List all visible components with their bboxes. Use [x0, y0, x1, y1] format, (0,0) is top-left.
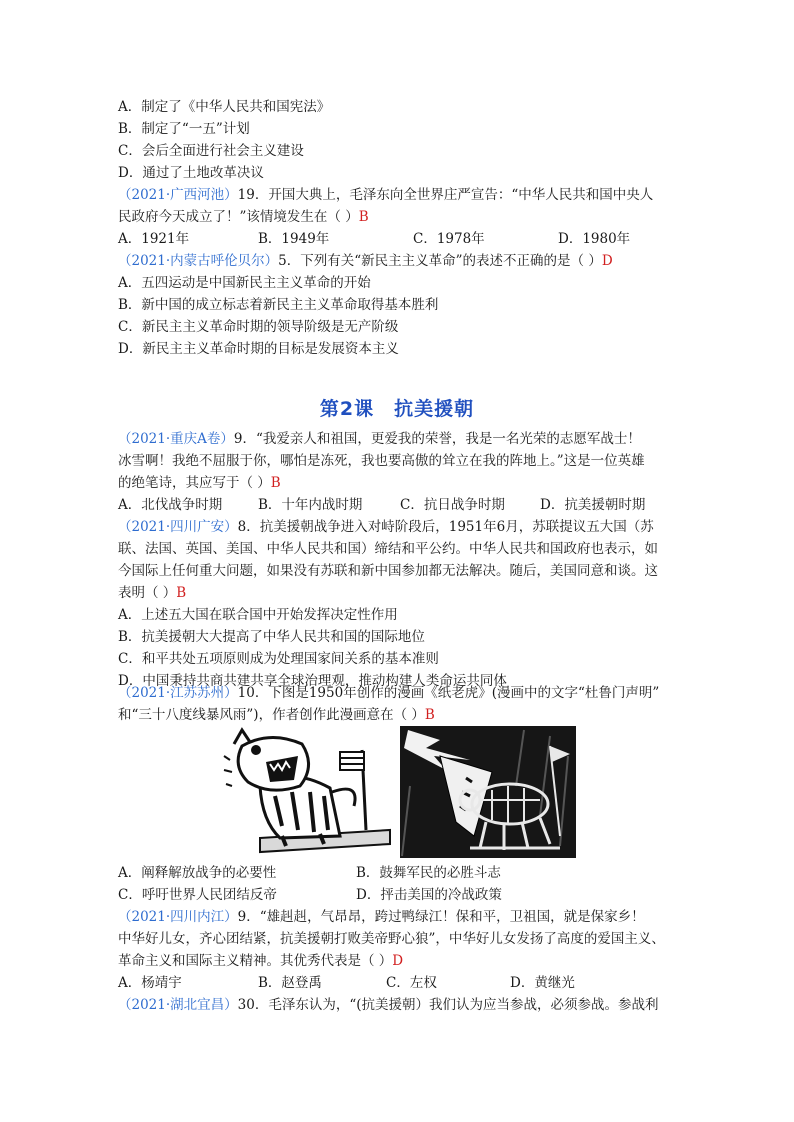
answer-mark: D [392, 953, 404, 969]
option-a: A．制定了《中华人民共和国宪法》 [118, 99, 331, 115]
answer-mark: D [601, 253, 613, 269]
option-a: A．阐释解放战争的必要性 [118, 865, 277, 881]
question-source: （2021·四川内江） [118, 909, 238, 925]
question-source: （2021·湖北宜昌） [118, 997, 238, 1013]
answer-mark: B [270, 475, 281, 491]
option-d: D．中国秉持共商共建共享全球治理观，推动构建人类命运共同体 [118, 673, 507, 689]
question-8-stem: （2021·四川广安）8．抗美援朝战争进入对峙阶段后，1951年6月，苏联提议五大国（苏 [118, 519, 654, 535]
answer-mark: B [424, 707, 435, 723]
cartoon-storm [400, 726, 576, 858]
question-8-stem-cont: 表明（ ）B [118, 585, 187, 601]
option-c: C．左权 [386, 975, 437, 991]
option-c: C．新民主主义革命时期的领导阶级是无产阶级 [118, 319, 399, 335]
option-d: D．抨击美国的冷战政策 [356, 887, 502, 903]
question-source: （2021·内蒙古呼伦贝尔） [118, 253, 279, 269]
option-c: C．会后全面进行社会主义建设 [118, 143, 304, 159]
question-9a-stem: （2021·重庆A卷）9．“我爱亲人和祖国，更爱我的荣誉，我是一名光荣的志愿军战士！ [118, 431, 641, 447]
option-a: A．北伐战争时期 [118, 497, 223, 513]
question-19-stem: （2021·广西河池）19．开国大典上，毛泽东向全世界庄严宣告：“中华人民共和国中央人 [118, 187, 654, 203]
option-c: C．抗日战争时期 [400, 497, 505, 513]
lesson-title: 第2课 抗美援朝 [319, 398, 475, 420]
option-d: D．通过了土地改革决议 [118, 165, 264, 181]
question-source: （2021·广西河池） [118, 187, 238, 203]
option-b: B．鼓舞军民的必胜斗志 [356, 865, 501, 881]
question-10-stem: （2021·江苏苏州）10．下图是1950年创作的漫画《纸老虎》(漫画中的文字“杜鲁门声明” [118, 685, 660, 701]
option-c: C．1978年 [413, 231, 485, 247]
option-c: C．呼吁世界人民团结反帝 [118, 887, 277, 903]
option-b: B．1949年 [258, 231, 330, 247]
question-9a-stem-cont: 的绝笔诗，其应写于（ ）B [118, 475, 281, 491]
question-5-stem: （2021·内蒙古呼伦贝尔）5．下列有关“新民主主义革命”的表述不正确的是（ ）D [118, 253, 613, 269]
question-source: （2021·重庆A卷） [118, 431, 234, 447]
cartoon-paper-tiger [220, 726, 392, 858]
option-c: C．和平共处五项原则成为处理国家间关系的基本准则 [118, 651, 439, 667]
answer-mark: B [176, 585, 187, 601]
question-30-stem: （2021·湖北宜昌）30．毛泽东认为，“(抗美援朝）我们认为应当参战，必须参战。参战利 [118, 997, 659, 1013]
option-a: A．杨靖宇 [118, 975, 182, 991]
option-b: B．抗美援朝大大提高了中华人民共和国的国际地位 [118, 629, 425, 645]
question-9a-stem-cont: 冰雪啊！我绝不屈服于你，哪怕是冻死，我也要高傲的耸立在我的阵地上。”这是一位英雄 [118, 453, 645, 469]
option-d: D．1980年 [558, 231, 631, 247]
option-b: B．新中国的成立标志着新民主主义革命取得基本胜利 [118, 297, 439, 313]
question-9b-stem-cont: 革命主义和国际主义精神。其优秀代表是（ ）D [118, 953, 404, 969]
question-9b-stem: （2021·四川内江）9．“雄赳赳，气昂昂，跨过鸭绿江！保和平，卫祖国，就是保家乡！ [118, 909, 645, 925]
question-19-stem-cont: 民政府今天成立了！”该情境发生在（ ）B [118, 209, 369, 225]
option-d: D．新民主主义革命时期的目标是发展资本主义 [118, 341, 399, 357]
option-b: B．赵登禹 [258, 975, 322, 991]
question-8-stem-cont: 联、法国、英国、美国、中华人民共和国）缔结和平公约。中华人民共和国政府也表示，如 [118, 541, 658, 557]
question-source: （2021·江苏苏州） [118, 685, 238, 701]
question-9b-stem-cont: 中华好儿女，齐心团结紧，抗美援朝打败美帝野心狼”，中华好儿女发扬了高度的爱国主义、 [118, 931, 665, 947]
question-10-stem-cont: 和“三十八度线暴风雨”)，作者创作此漫画意在（ ）B [118, 707, 435, 723]
storm-illustration [400, 726, 576, 858]
option-a: A．五四运动是中国新民主主义革命的开始 [118, 275, 371, 291]
question-8-stem-cont: 今国际上任何重大问题，如果没有苏联和新中国参加都无法解决。随后，美国同意和谈。这 [118, 563, 658, 579]
option-d: D．抗美援朝时期 [540, 497, 646, 513]
option-b: B．制定了“一五”计划 [118, 121, 250, 137]
paper-tiger-illustration [220, 726, 392, 858]
option-d: D．黄继光 [510, 975, 575, 991]
answer-mark: B [358, 209, 369, 225]
option-a: A．1921年 [118, 231, 190, 247]
option-b: B．十年内战时期 [258, 497, 363, 513]
question-source: （2021·四川广安） [118, 519, 238, 535]
option-a: A．上述五大国在联合国中开始发挥决定性作用 [118, 607, 398, 623]
